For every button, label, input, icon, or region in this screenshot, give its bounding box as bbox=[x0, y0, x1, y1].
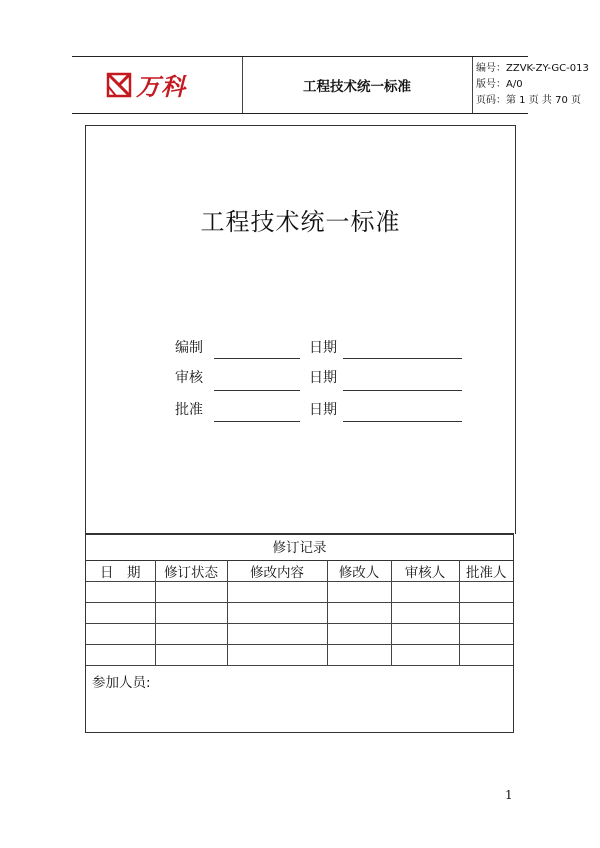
sign-role-approve: 批准 bbox=[175, 402, 203, 418]
table-cell[interactable] bbox=[459, 624, 513, 645]
page-code: 页码：第 1 页 共 70 页 bbox=[476, 95, 581, 106]
document-meta bbox=[476, 61, 600, 109]
column-header: 批准人 bbox=[459, 561, 513, 582]
table-row bbox=[86, 624, 513, 645]
column-header: 修改内容 bbox=[227, 561, 327, 582]
table-cell[interactable] bbox=[86, 582, 155, 603]
table-cell[interactable] bbox=[391, 624, 459, 645]
date-field-compile[interactable] bbox=[343, 358, 462, 359]
table-cell[interactable] bbox=[86, 624, 155, 645]
table-row bbox=[86, 645, 513, 666]
table-cell[interactable] bbox=[391, 603, 459, 624]
table-cell[interactable] bbox=[459, 603, 513, 624]
column-header: 修改人 bbox=[327, 561, 391, 582]
vanke-logo-icon bbox=[106, 72, 132, 98]
page-number: 1 bbox=[505, 788, 513, 802]
table-cell[interactable] bbox=[155, 624, 227, 645]
sign-role-review: 审核 bbox=[175, 370, 203, 386]
date-field-approve[interactable] bbox=[343, 421, 462, 422]
header-title: 工程技术统一标准 bbox=[303, 79, 411, 95]
table-cell[interactable] bbox=[327, 582, 391, 603]
sign-role-compile: 编制 bbox=[175, 340, 203, 356]
table-row bbox=[86, 603, 513, 624]
table-cell[interactable] bbox=[391, 582, 459, 603]
table-row bbox=[86, 582, 513, 603]
sign-field-compile[interactable] bbox=[214, 358, 300, 359]
revision-table bbox=[86, 560, 513, 666]
participants-label: 参加人员: bbox=[92, 675, 151, 691]
date-label: 日期 bbox=[309, 402, 337, 418]
date-label: 日期 bbox=[309, 340, 337, 356]
table-cell[interactable] bbox=[459, 645, 513, 666]
cover-box bbox=[85, 125, 516, 534]
table-cell[interactable] bbox=[227, 603, 327, 624]
table-cell[interactable] bbox=[227, 582, 327, 603]
document-number: 编号：ZZVK-ZY-GC-013 bbox=[476, 63, 589, 74]
table-cell[interactable] bbox=[391, 645, 459, 666]
table-cell[interactable] bbox=[155, 645, 227, 666]
date-label: 日期 bbox=[309, 370, 337, 386]
table-cell[interactable] bbox=[227, 624, 327, 645]
table-cell[interactable] bbox=[86, 645, 155, 666]
table-cell[interactable] bbox=[86, 603, 155, 624]
version-number: 版号：A/0 bbox=[476, 79, 523, 90]
header-divider bbox=[472, 57, 473, 113]
brand-name: 万科 bbox=[136, 73, 186, 101]
column-header: 审核人 bbox=[391, 561, 459, 582]
company-logo bbox=[72, 57, 242, 113]
table-cell[interactable] bbox=[155, 603, 227, 624]
sign-field-approve[interactable] bbox=[214, 421, 300, 422]
column-header: 修订状态 bbox=[155, 561, 227, 582]
revision-record bbox=[85, 533, 514, 733]
table-cell[interactable] bbox=[459, 582, 513, 603]
table-cell[interactable] bbox=[327, 624, 391, 645]
page-title: 工程技术统一标准 bbox=[200, 208, 401, 236]
date-field-review[interactable] bbox=[343, 390, 462, 391]
table-cell[interactable] bbox=[327, 645, 391, 666]
table-cell[interactable] bbox=[327, 603, 391, 624]
table-cell[interactable] bbox=[155, 582, 227, 603]
column-header: 日 期 bbox=[86, 561, 155, 582]
table-cell[interactable] bbox=[227, 645, 327, 666]
table-header-row bbox=[86, 561, 513, 582]
sign-field-review[interactable] bbox=[214, 390, 300, 391]
revision-title: 修订记录 bbox=[86, 534, 513, 561]
document-header bbox=[72, 56, 589, 114]
